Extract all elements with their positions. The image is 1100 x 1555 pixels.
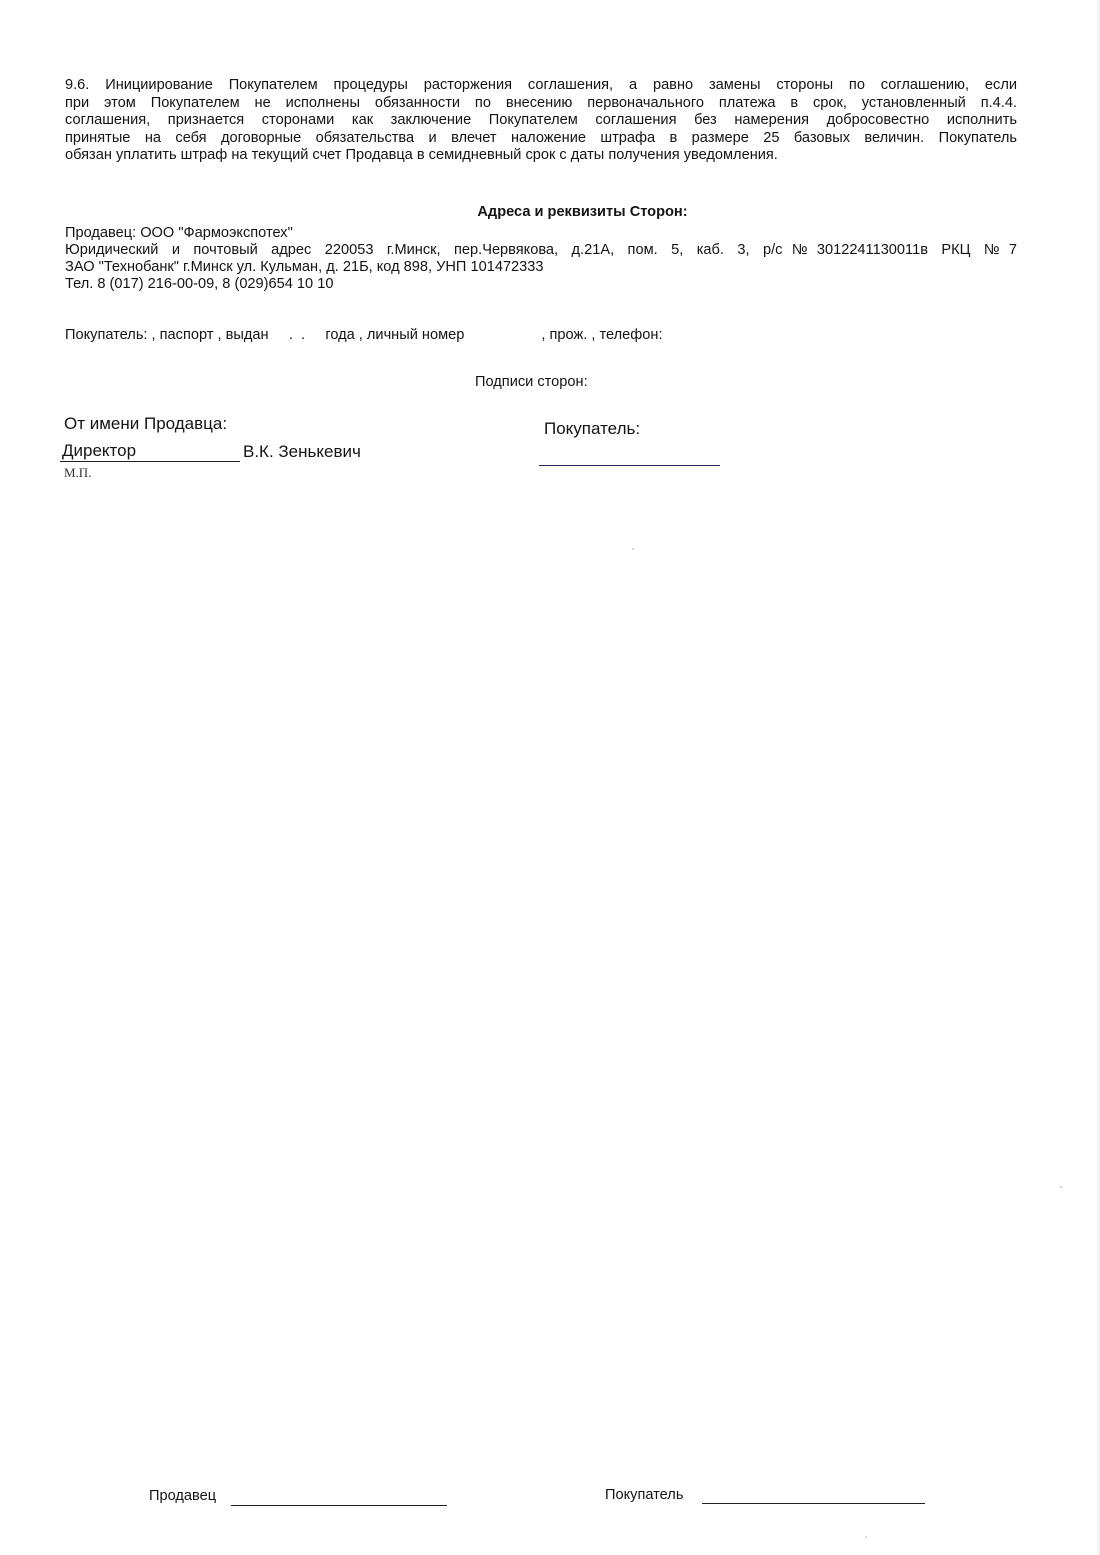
clause-line: обязан уплатить штраф на текущий счет Продавца в семидневный срок с даты получения уведомления. (65, 147, 778, 163)
scan-speck (865, 1536, 867, 1538)
footer-buyer-label: Покупатель (605, 1487, 684, 1503)
clause-line: принятые на себя договорные обязательства и влечет наложение штрафа в размере 25 базовых величин. Покупатель (65, 129, 1017, 146)
scan-speck (1060, 1186, 1062, 1188)
clause-9-6 (65, 77, 1017, 165)
footer-seller-label: Продавец (149, 1488, 217, 1504)
footer-seller-signature-line (231, 1505, 447, 1506)
scan-edge-shadow (1096, 0, 1100, 1555)
requisites-heading: Адреса и реквизиты Сторон: (477, 204, 688, 220)
seller-requisites (65, 225, 1017, 293)
seller-signature-title: От имени Продавца: (64, 414, 228, 433)
seller-signatory-name: В.К. Зенькевич (243, 442, 361, 461)
seller-position: Директор (62, 441, 137, 460)
seller-signature-line (60, 461, 240, 462)
scan-speck (632, 548, 634, 550)
footer-buyer-signature-line (702, 1503, 925, 1504)
seller-address: Юридический и почтовый адрес 220053 г.Минск, пер.Червякова, д.21А, пом. 5, каб. 3, р/с№3012241130011в РКЦ №7 (65, 242, 1017, 258)
clause-line: соглашения, признается сторонами как заключение Покупателем соглашения без намерения добросовестно исполнить (65, 112, 1017, 128)
stamp-mark: М.П. (64, 465, 92, 480)
buyer-requisites: Покупатель: , паспорт , выдан . . года , личный номер , прож. , телефон: (65, 327, 663, 343)
buyer-signature-title: Покупатель: (544, 419, 641, 438)
seller-phone: Тел. 8 (017) 216-00-09, 8 (029)654 10 10 (65, 276, 334, 292)
seller-name: Продавец: ООО "Фармоэкспотех" (65, 225, 293, 241)
seller-bank: ЗАО "Технобанк" г.Минск ул. Кульман, д. 21Б, код 898, УНП 101472333 (65, 259, 544, 275)
signatures-heading: Подписи сторон: (475, 374, 588, 390)
clause-line: при этом Покупателем не исполнены обязанности по внесению первоначального платежа в срок, установленный п.4.4. (65, 94, 1017, 111)
buyer-signature-line (539, 465, 720, 466)
clause-line: 9.6. Инициирование Покупателем процедуры расторжения соглашения, а равно замены стороны по соглашению, если (65, 77, 1017, 93)
